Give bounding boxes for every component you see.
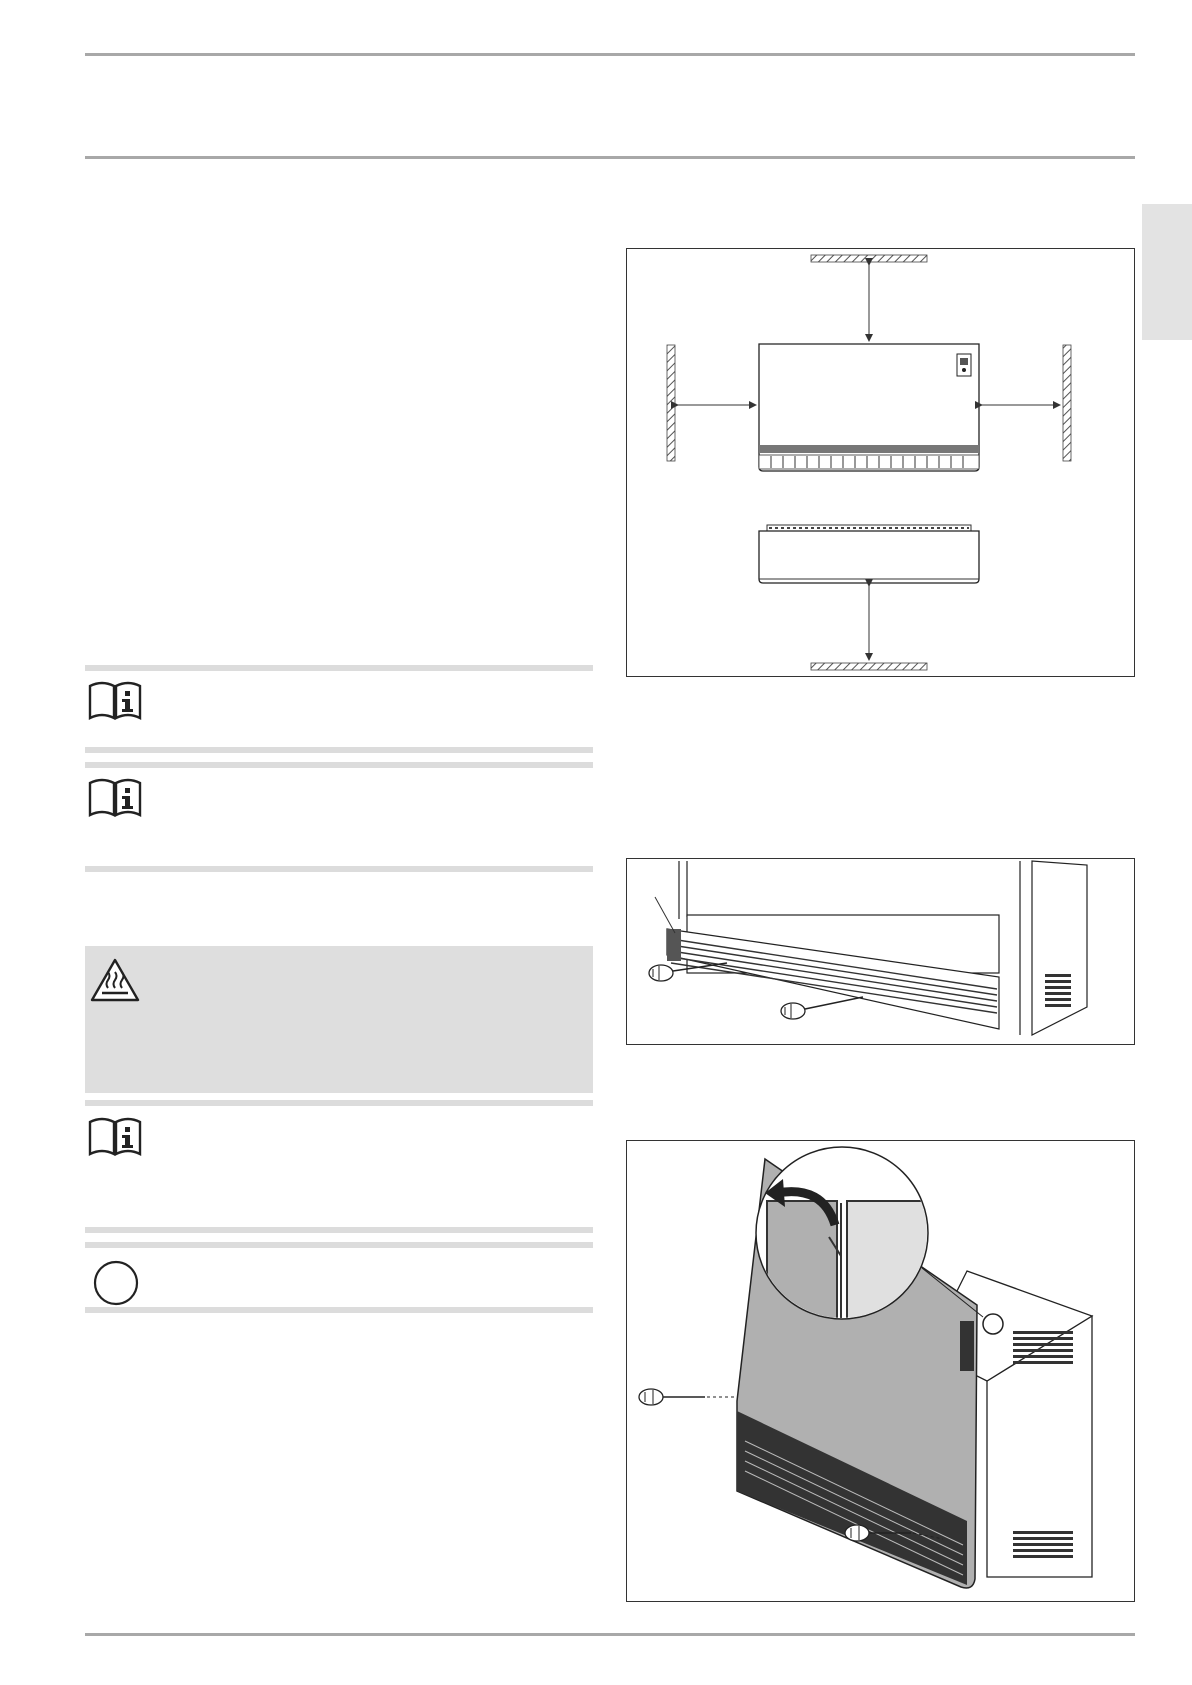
hot-surface-warning-icon [90, 958, 140, 1007]
note-4-bottom-bar [85, 1307, 593, 1313]
ceiling-hatch [811, 255, 927, 262]
heater-front-view [759, 344, 979, 471]
hot-surface-warning-box [85, 946, 593, 1093]
info-book-icon [88, 777, 142, 822]
right-wall-hatch [1063, 345, 1071, 461]
header-rule-top [85, 53, 1135, 56]
header-rule-bottom [85, 156, 1135, 159]
note-1-top-bar [85, 665, 593, 671]
info-book-icon [88, 680, 142, 725]
heater-top-view [759, 525, 979, 583]
bottom-grille-screws-diagram [626, 858, 1135, 1045]
floor-hatch [811, 663, 927, 670]
note-3-bottom-bar [85, 1227, 593, 1233]
screwdriver-icon [639, 1389, 737, 1405]
note-4-top-bar [85, 1242, 593, 1248]
front-panel-removal-diagram [626, 1140, 1135, 1602]
note-2-top-bar [85, 762, 593, 768]
chapter-side-tab [1142, 204, 1192, 340]
note-3-top-bar [85, 1100, 593, 1106]
footer-rule [85, 1633, 1135, 1636]
left-wall-hatch [667, 345, 675, 461]
screwdriver-icon [781, 997, 863, 1019]
note-1-bottom-bar [85, 747, 593, 753]
circle-icon [92, 1259, 140, 1312]
clearance-diagram [626, 248, 1135, 677]
info-book-icon [88, 1116, 142, 1161]
note-2-bottom-bar [85, 866, 593, 872]
